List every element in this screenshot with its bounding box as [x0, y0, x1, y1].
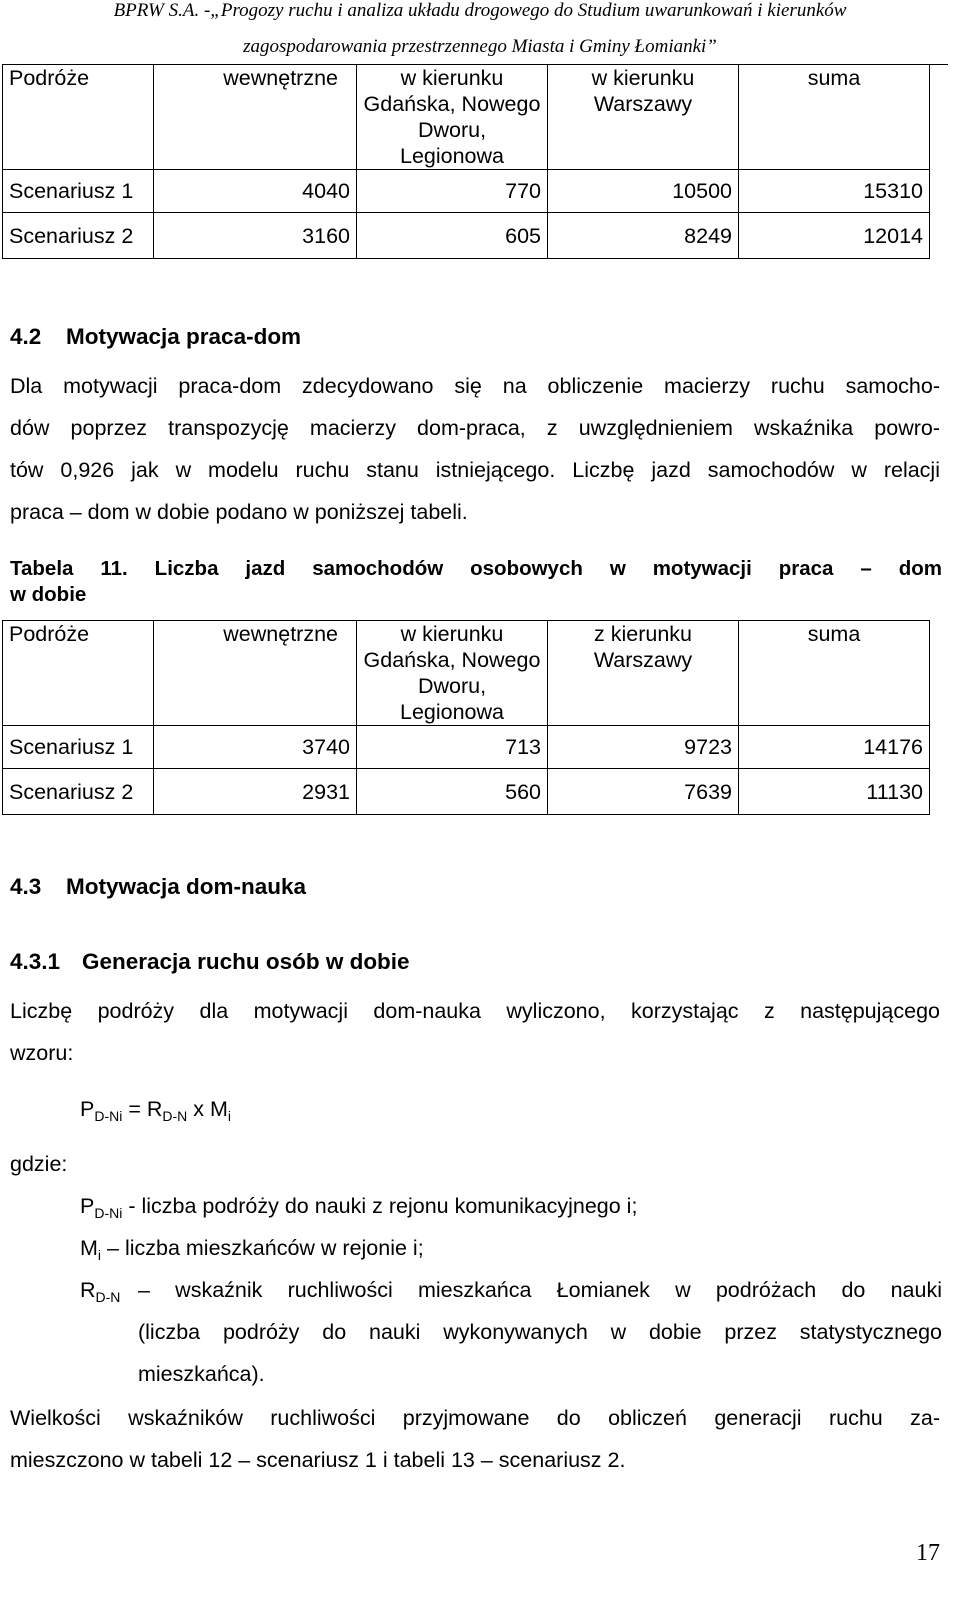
formula-symbol: P	[80, 1097, 95, 1121]
definition-2	[80, 1227, 942, 1269]
table-header-cell: wewnętrzne	[154, 621, 357, 726]
where-label	[10, 1143, 940, 1185]
def-text-line: (liczba podróży do nauki wykonywanych w dobie przez statystycznego	[138, 1320, 942, 1344]
table-header-cell: Podróże	[3, 65, 154, 170]
paragraph-outro	[10, 1397, 940, 1481]
table-cell: 3740	[154, 726, 357, 769]
section-number: 4.3.1	[10, 949, 61, 974]
table-cell: 10500	[548, 170, 739, 213]
table-cell: 7639	[548, 769, 739, 815]
paragraph-line: mieszczono w tabeli 12 – scenariusz 1 i tabeli 13 – scenariusz 2.	[10, 1448, 626, 1472]
table-row	[3, 769, 930, 815]
table-row	[3, 170, 930, 213]
def-text: wskaźnik ruchliwości mieszkańca Łomianek w podróżach do nauki	[175, 1278, 942, 1302]
paragraph-line: tów 0,926 jak w modelu ruchu stanu istniejącego. Liczbę jazd samochodów w relacji	[10, 458, 940, 482]
table-cell: 2931	[154, 769, 357, 815]
paragraph-line: praca – dom w dobie podano w poniższej tabeli.	[10, 500, 468, 524]
table-cell: 12014	[739, 213, 930, 259]
table-cell: 4040	[154, 170, 357, 213]
table-cell: 14176	[739, 726, 930, 769]
table-cell: 605	[357, 213, 548, 259]
section-number: 4.2	[10, 324, 42, 349]
def-text: - liczba podróży do nauki z rejonu komunikacyjnego i;	[122, 1194, 638, 1218]
section-heading-4-2	[10, 324, 301, 350]
table-header-cell: wewnętrzne	[154, 65, 357, 170]
table-cell: Scenariusz 2	[3, 213, 154, 259]
table-cell: 8249	[548, 213, 739, 259]
table-11-caption	[10, 556, 942, 608]
def-subscript: D-Ni	[94, 1205, 123, 1221]
paragraph-line: wzoru:	[10, 1041, 74, 1065]
definitions	[80, 1185, 942, 1395]
definition-1	[80, 1185, 942, 1227]
table-cell: Scenariusz 1	[3, 726, 154, 769]
table-cell: 9723	[548, 726, 739, 769]
section-number: 4.3	[10, 874, 42, 899]
table-cell: Scenariusz 1	[3, 170, 154, 213]
caption-label: Tabela 11.	[10, 557, 128, 580]
formula-subscript: D-Ni	[94, 1108, 123, 1124]
table-cell: 15310	[739, 170, 930, 213]
formula-symbol: R	[146, 1097, 163, 1121]
paragraph-line: Dla motywacji praca-dom zdecydowano się na obliczenie macierzy ruchu samocho-	[10, 374, 940, 398]
table-cell: 770	[357, 170, 548, 213]
table-header-row	[3, 621, 930, 726]
table-header-cell: w kierunku Gdańska, Nowego Dworu, Legionowa	[357, 621, 548, 726]
table-header-cell: suma	[739, 621, 930, 726]
table-header-cell: z kierunku Warszawy	[548, 621, 739, 726]
table-cell: Scenariusz 2	[3, 769, 154, 815]
formula-symbol: M	[209, 1097, 228, 1121]
table-header-cell: Podróże	[3, 621, 154, 726]
formula	[80, 1097, 231, 1122]
section-title: Motywacja dom-nauka	[66, 874, 307, 899]
header-line-2: zagospodarowania przestrzennego Miasta i Gminy Łomianki”	[243, 36, 717, 57]
caption-line-1	[10, 556, 942, 582]
table-cell: 3160	[154, 213, 357, 259]
def-symbol: R	[80, 1278, 96, 1302]
section-heading-4-3-1	[10, 949, 410, 975]
paragraph-line: Wielkości wskaźników ruchliwości przyjmowane do obliczeń generacji ruchu za-	[10, 1406, 940, 1430]
where-text: gdzie:	[10, 1152, 68, 1176]
caption-text: Liczba jazd samochodów osobowych w motywacji praca – dom	[154, 557, 942, 580]
formula-operator: =	[122, 1097, 147, 1121]
caption-line-2: w dobie	[10, 583, 87, 606]
section-title: Motywacja praca-dom	[66, 324, 302, 349]
table-row	[3, 213, 930, 259]
def-subscript: i	[97, 1247, 102, 1263]
def-symbol: M	[80, 1236, 98, 1260]
table-header-cell: suma	[739, 65, 930, 170]
table-cell: 560	[357, 769, 548, 815]
paragraph-line: Liczbę podróży dla motywacji dom-nauka wyliczono, korzystając z następującego	[10, 999, 940, 1023]
definition-3: $R_{D-N}$ – wskaźnik ruchliwości mieszkańca Łomianek w podróżach do nauki (liczba podróży do nauki wykonywanych w dobie przez statystycznego mieszkańca).	[80, 1269, 942, 1395]
table-11	[2, 620, 930, 815]
paragraph-line: dów poprzez transpozycję macierzy dom-praca, z uwzględnieniem wskaźnika powro-	[10, 416, 940, 440]
header-line-1: BPRW S.A. -„Progozy ruchu i analiza układu drogowego do Studium uwarunkowań i kierunków	[113, 0, 847, 21]
table-cell: 713	[357, 726, 548, 769]
section-heading-4-3	[10, 874, 306, 900]
table-header-row	[3, 65, 930, 170]
paragraph-4-2	[10, 365, 940, 533]
formula-subscript: D-N	[162, 1108, 188, 1124]
table-header-cell: w kierunku Warszawy	[548, 65, 739, 170]
table-header-cell: w kierunku Gdańska, Nowego Dworu, Legionowa	[357, 65, 548, 170]
page-number: 17	[916, 1540, 940, 1566]
table-row	[3, 726, 930, 769]
table-10	[2, 64, 930, 259]
formula-operator: x	[187, 1097, 210, 1121]
def-subscript: D-N	[95, 1289, 121, 1305]
paragraph-intro	[10, 990, 940, 1074]
formula-subscript: i	[227, 1108, 232, 1124]
section-title: Generacja ruchu osób w dobie	[82, 949, 410, 974]
def-text-line: mieszkańca).	[138, 1362, 265, 1386]
def-text: – liczba mieszkańców w rejonie i;	[101, 1236, 424, 1260]
def-symbol: P	[80, 1194, 95, 1218]
table-cell: 11130	[739, 769, 930, 815]
